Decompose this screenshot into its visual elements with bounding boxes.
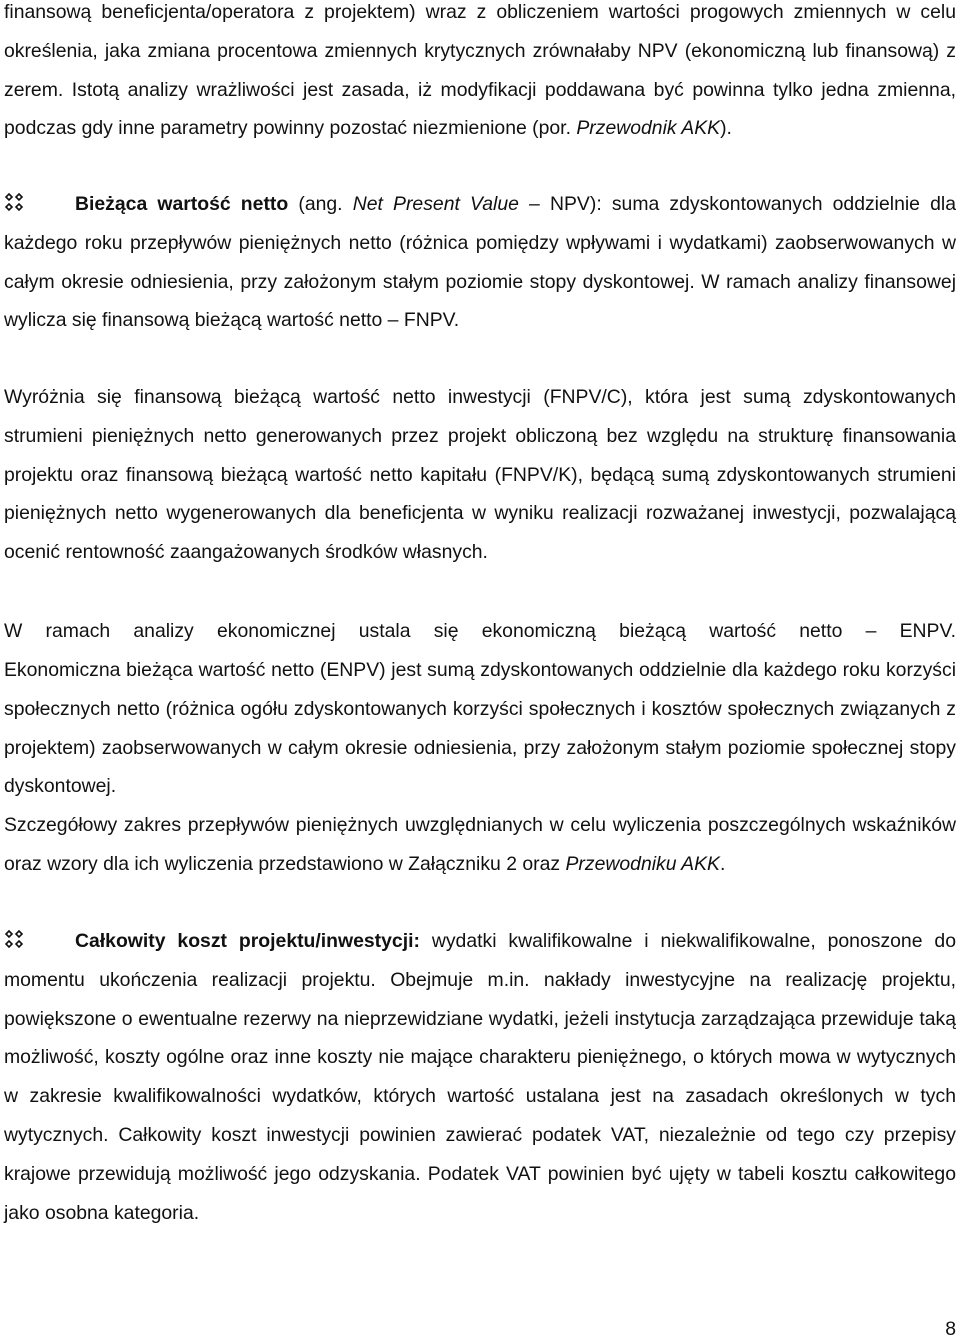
paragraph-npv-definition — [4, 185, 956, 340]
paragraph-text: W ramach analizy ekonomicznej ustala się ekonomiczną bieżącą wartość netto – ENPV. — [4, 620, 956, 642]
reference-przewodniku-akk: Przewodniku AKK — [565, 852, 720, 875]
paragraph-fnpv — [4, 378, 956, 572]
paragraph-enpv-intro — [4, 612, 956, 651]
paragraph-text: Ekonomiczna bieżąca wartość netto (ENPV) jest sumą zdyskontowanych oddzielnie dla każdego roku korzyści społecznych netto (różnica ogółu zdyskontowanych korzyści społecznych i kosztów społecznych związanych z projektem) zaobserwowanych w całym okresie odniesienia, przy założonym stałym poziomie społecznej stopy dyskontowej. — [4, 659, 956, 798]
reference-przewodnik-akk: Przewodnik AKK — [576, 117, 721, 140]
diamond-bullet-icon — [4, 185, 75, 224]
paragraph-text: Szczegółowy zakres przepływów pieniężnych uwzględnianych w celu wyliczenia poszczególnych wskaźników oraz wzory dla ich wyliczenia przedstawiono w Załączniku 2 oraz — [4, 814, 956, 875]
paragraph-text: finansową beneficjenta/operatora z projektem) wraz z obliczeniem wartości progowych zmiennych w celu określenia, jaka zmiana procentowa zmiennych krytycznych zrównałaby NPV (ekonomiczną lub finansową) z zerem. Istotą analizy wrażliwości jest zasada, iż modyfikacji poddawana być powinna tylko jedna zmienna, podczas gdy inne parametry powinny pozostać niezmienione (por. — [4, 1, 956, 140]
paragraph-sensitivity-analysis — [4, 0, 956, 148]
term-english: Net Present Value — [352, 193, 519, 215]
diamond-bullet-icon — [4, 922, 75, 961]
paragraph-enpv-definition — [4, 651, 956, 806]
paragraph-total-cost — [4, 922, 956, 1232]
total-cost-definition-text: wydatki kwalifikowalne i niekwalifikowalne, ponoszone do momentu ukończenia realizacji projektu. Obejmuje m.in. nakłady inwestycyjne na realizację projektu, powiększone o ewentualne rezerwy na nieprzewidziane wydatki, jeżeli instytucja zarządzająca przewiduje taką możliwość, koszty ogólne oraz inne koszty nie mające charakteru pieniężnego, o których mowa w wytycznych w zakresie kwalifikowalności wydatków, których wartość ustalana jest na zasadach określonych w tych wytycznych. Całkowity koszt inwestycji powinien zawierać podatek VAT, niezależnie od tego czy przepisy krajowe przewidują możliwość jego odzyskania. Podatek VAT powinien być ujęty w tabeli kosztu całkowitego jako osobna kategoria. — [4, 930, 956, 1224]
paragraph-end: . — [719, 852, 726, 875]
term-total-cost: Całkowity koszt projektu/inwestycji: — [75, 930, 420, 952]
npv-definition-text: – NPV): suma zdyskontowanych oddzielnie dla każdego roku przepływów pieniężnych netto (różnica pomiędzy wpływami i wydatkami) zaobserwowanych w całym okresie odniesienia, przy założonym stałym poziomie stopy dyskontowej. W ramach analizy finansowej wylicza się finansową bieżącą wartość netto – FNPV. — [4, 193, 956, 332]
paragraph-text: Wyróżnia się finansową bieżącą wartość netto inwestycji (FNPV/C), która jest sumą zdyskontowanych strumieni pieniężnych netto generowanych przez projekt obliczoną bez względu na strukturę finansowania projektu oraz finansową bieżącą wartość netto kapitału (FNPV/K), będącą sumą zdyskontowanych strumieni pieniężnych netto wygenerowanych dla beneficjenta w wyniku realizacji rozważanej inwestycji, pozwalającą ocenić rentowność zaangażowanych środków własnych. — [4, 386, 956, 564]
paragraph-end: ). — [720, 117, 732, 140]
term-open: (ang. — [288, 193, 353, 215]
page-number: 8 — [945, 1318, 956, 1340]
term-npv: Bieżąca wartość netto — [75, 193, 289, 215]
paragraph-details — [4, 806, 956, 884]
